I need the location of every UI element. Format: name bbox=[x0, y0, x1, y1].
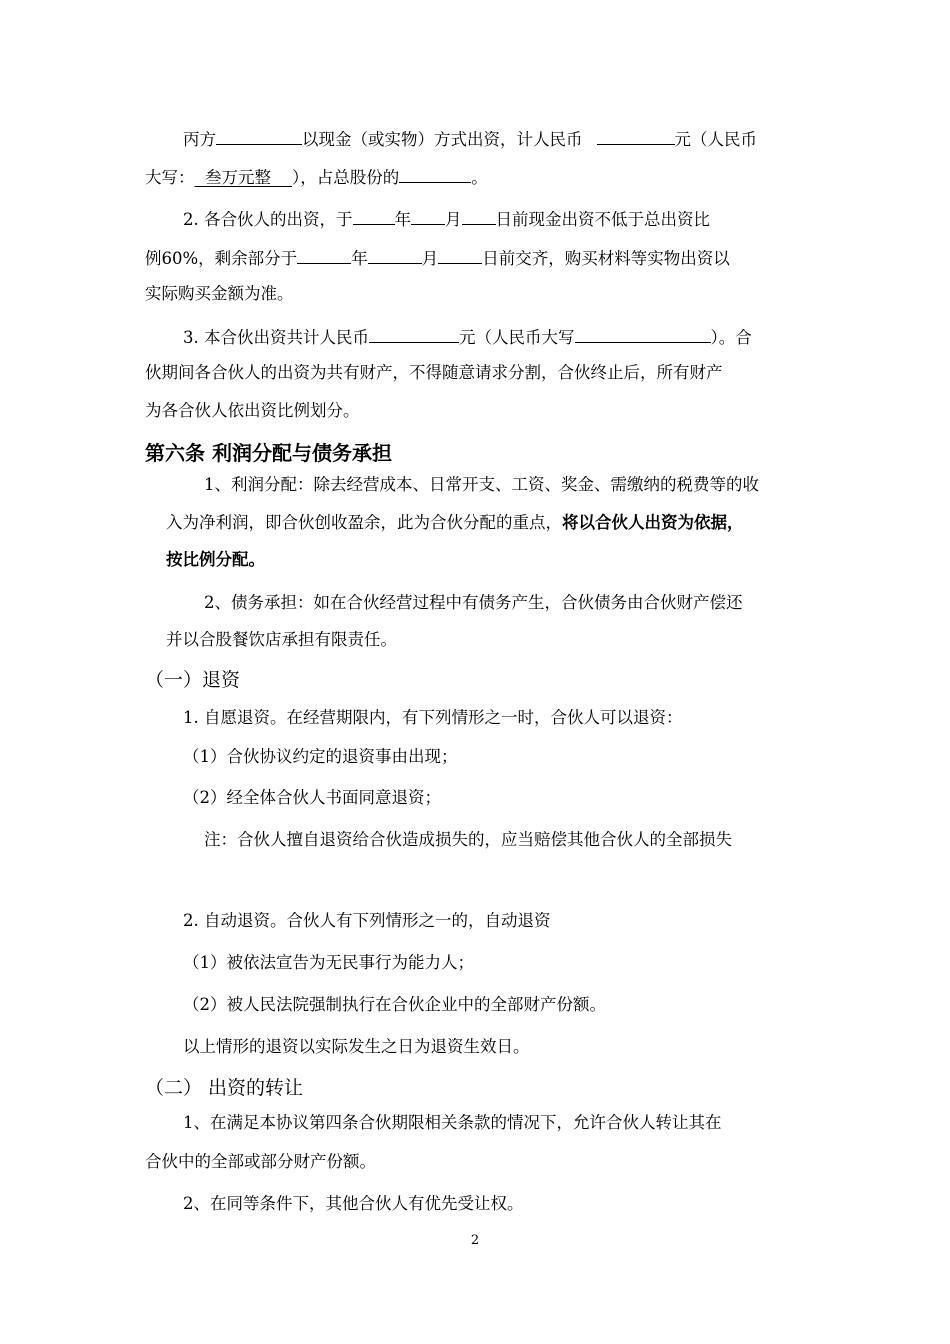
contribution-schedule-line-1: 2. 各合伙人的出资，于 年 月 日前现金出资不低于总出资比 bbox=[183, 206, 710, 231]
contribution-schedule-line-3: 实际购买金额为准。 bbox=[145, 284, 294, 303]
blank-year bbox=[353, 206, 395, 225]
withdrawal-condition-1: （1）合伙协议约定的退资事由出现； bbox=[183, 747, 458, 766]
blank-field bbox=[399, 164, 471, 183]
blank-year bbox=[297, 245, 351, 264]
profit-distribution-line-2: 入为净利润，即合伙创收盈余，此为合伙分配的重点，将以合伙人出资为依据， bbox=[166, 513, 744, 532]
withdrawal-note: 注：合伙人擅自退资给合伙造成损失的，应当赔偿其他合伙人的全部损失 bbox=[204, 830, 732, 849]
blank-month bbox=[411, 206, 445, 225]
total-contribution-line-1: 3. 本合伙出资共计人民币 元（人民币大写 ）。合 bbox=[183, 324, 752, 349]
contribution-line-c-2: 大写： 叁万元整 ），占总股份的 。 bbox=[145, 164, 488, 189]
blank-field bbox=[216, 126, 302, 145]
transfer-line-1: 1、在满足本协议第四条合伙期限相关条款的情况下，允许合伙人转让其在 bbox=[183, 1113, 722, 1132]
withdrawal-automatic: 2. 自动退资。合伙人有下列情形之一的，自动退资 bbox=[183, 911, 551, 930]
contribution-schedule-line-2: 例60%，剩余部分于 年 月 日前交齐，购买材料等实物出资以 bbox=[145, 245, 730, 270]
transfer-line-3: 2、在同等条件下，其他合伙人有优先受让权。 bbox=[183, 1194, 524, 1213]
total-contribution-line-3: 为各合伙人依出资比例划分。 bbox=[145, 401, 360, 420]
total-contribution-line-2: 伙期间各合伙人的出资为共有财产，不得随意请求分割，合伙终止后，所有财产 bbox=[145, 363, 723, 382]
withdrawal-condition-2: （2）经全体合伙人书面同意退资； bbox=[183, 788, 441, 807]
blank-day bbox=[438, 245, 482, 264]
debt-bearing-line-1: 2、债务承担：如在合伙经营过程中有债务产生，合伙债务由合伙财产偿还 bbox=[204, 593, 743, 612]
profit-distribution-line-3: 按比例分配。 bbox=[166, 550, 265, 569]
blank-day bbox=[462, 206, 496, 225]
automatic-condition-1: （1）被依法宣告为无民事行为能力人； bbox=[183, 953, 474, 972]
article-6-heading: 第六条 利润分配与债务承担 bbox=[145, 441, 392, 465]
blank-field bbox=[597, 126, 675, 145]
withdrawal-heading: （一）退资 bbox=[145, 669, 241, 691]
automatic-condition-2: （2）被人民法院强制执行在合伙企业中的全部财产份额。 bbox=[183, 995, 606, 1014]
blank-month bbox=[368, 245, 422, 264]
withdrawal-voluntary: 1. 自愿退资。在经营期限内，有下列情形之一时，合伙人可以退资： bbox=[183, 708, 683, 727]
contribution-line-c: 丙方 以现金（或实物）方式出资，计人民币 元（人民币 bbox=[183, 126, 757, 151]
transfer-heading: （二） 出资的转让 bbox=[145, 1077, 304, 1099]
transfer-line-2: 合伙中的全部或部分财产份额。 bbox=[145, 1152, 376, 1171]
amount-in-words: 叁万元整 bbox=[205, 168, 271, 187]
profit-distribution-line-1: 1、利润分配：除去经营成本、日常开支、工资、奖金、需缴纳的税费等的收 bbox=[204, 475, 759, 494]
withdrawal-effective-date: 以上情形的退资以实际发生之日为退资生效日。 bbox=[183, 1037, 530, 1056]
blank-amount bbox=[369, 324, 459, 343]
debt-bearing-line-2: 并以合股餐饮店承担有限责任。 bbox=[166, 630, 397, 649]
blank-amount-words bbox=[575, 324, 711, 343]
page-number: 2 bbox=[470, 1233, 480, 1248]
